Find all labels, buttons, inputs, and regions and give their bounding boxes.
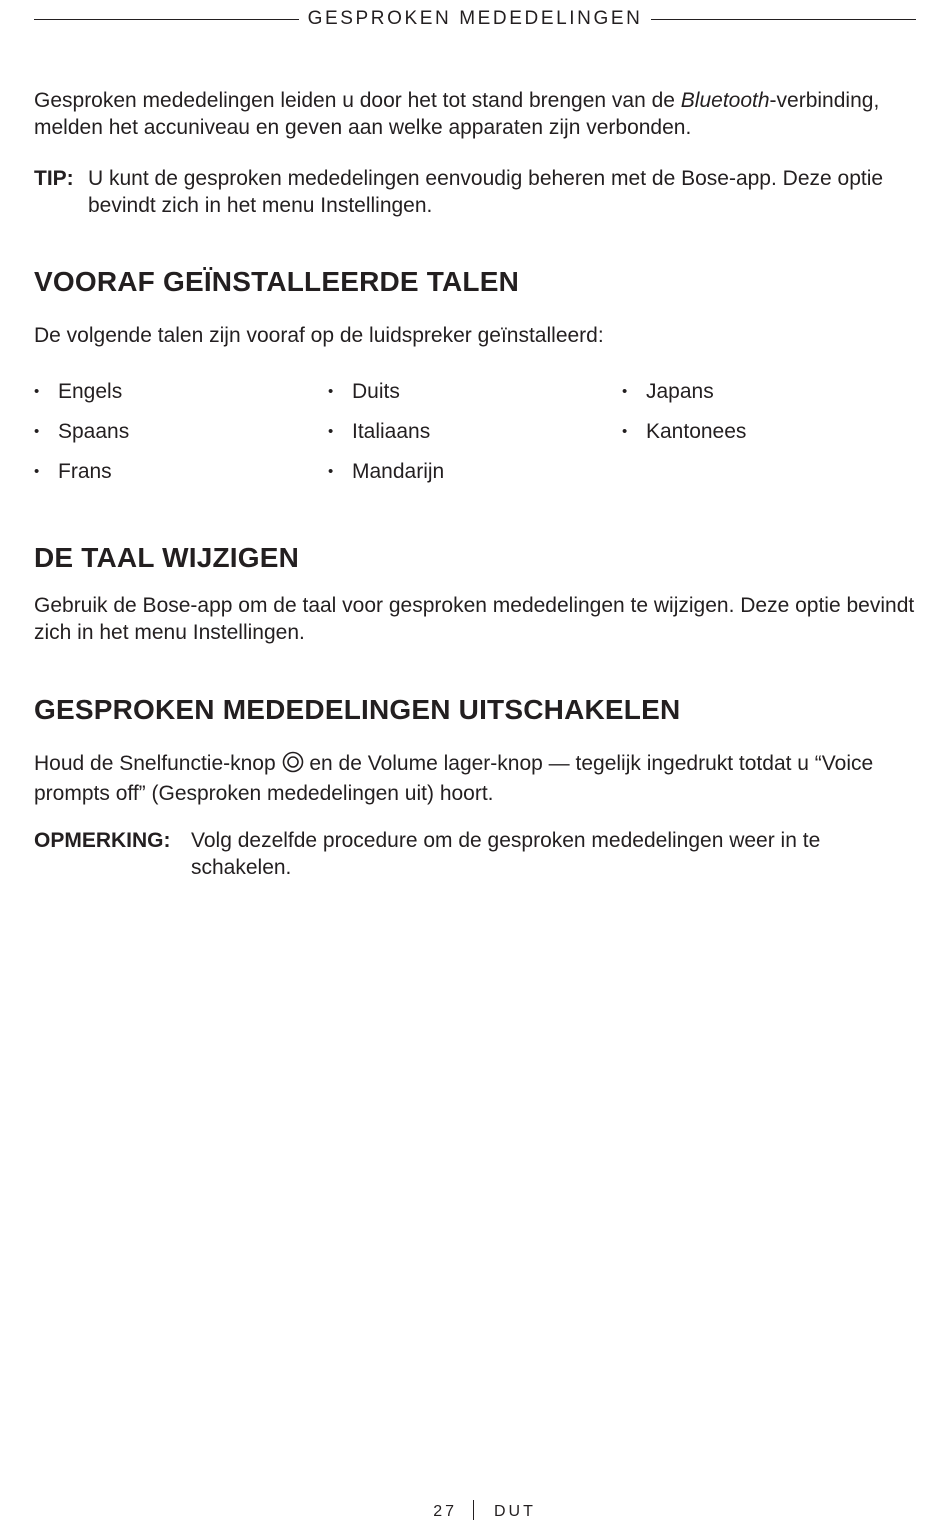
bullet: • bbox=[34, 463, 40, 480]
tip-label: TIP: bbox=[34, 167, 74, 190]
intro-text-1: Gesproken mededelingen leiden u door het tot stand brengen van de bbox=[34, 89, 681, 112]
tip-text: U kunt de gesproken mededelingen eenvoudig beheren met de Bose-app. Deze optie bevindt zich in het menu Instellingen. bbox=[88, 167, 884, 217]
bullet: • bbox=[622, 423, 628, 440]
languages-intro: De volgende talen zijn vooraf op de luidspreker geïnstalleerd: bbox=[34, 324, 604, 347]
bullet: • bbox=[34, 383, 40, 400]
footer-language-code: DUT bbox=[494, 1503, 536, 1520]
disable-prompts-text bbox=[34, 750, 916, 807]
page-number: 27 bbox=[433, 1503, 457, 1520]
bullet: • bbox=[328, 423, 334, 440]
intro-text-2: -verbinding, melden het accuniveau en geven aan welke apparaten zijn verbonden. bbox=[34, 89, 880, 139]
footer-separator bbox=[473, 1500, 474, 1520]
language-name: Engels bbox=[58, 380, 123, 403]
header-rule-right bbox=[651, 19, 916, 20]
bullet: • bbox=[34, 423, 40, 440]
language-name: Kantonees bbox=[646, 420, 747, 443]
intro-paragraph bbox=[34, 87, 916, 141]
change-language-text: Gebruik de Bose-app om de taal voor gesproken mededelingen te wijzigen. Deze optie bevindt zich in het menu Instellingen. bbox=[34, 594, 915, 644]
bullet: • bbox=[622, 383, 628, 400]
heading-disable-prompts: GESPROKEN MEDEDELINGEN UITSCHAKELEN bbox=[34, 694, 681, 725]
language-name: Spaans bbox=[58, 420, 130, 443]
language-name: Italiaans bbox=[352, 420, 431, 443]
disable-text-2: en de Volume lager-knop — tegelijk ingedrukt totdat u “Voice prompts off” (Gesproken mededelingen uit) hoort. bbox=[34, 752, 874, 805]
tip-block bbox=[34, 165, 916, 219]
language-list bbox=[34, 376, 916, 496]
header-title: GESPROKEN MEDEDELINGEN bbox=[307, 8, 643, 29]
shortcut-button-icon bbox=[282, 751, 304, 780]
intro-bluetooth: Bluetooth bbox=[680, 89, 770, 112]
header-rule-left bbox=[34, 19, 299, 20]
language-name: Mandarijn bbox=[352, 460, 445, 483]
heading-preinstalled-languages: VOORAF GEÏNSTALLEERDE TALEN bbox=[34, 266, 520, 297]
language-name: Japans bbox=[646, 380, 714, 403]
bullet: • bbox=[328, 463, 334, 480]
page-header bbox=[34, 6, 916, 32]
page-footer bbox=[34, 1497, 916, 1525]
bullet: • bbox=[328, 383, 334, 400]
note-block bbox=[34, 827, 916, 881]
disable-text-1: Houd de Snelfunctie-knop bbox=[34, 752, 282, 775]
heading-change-language: DE TAAL WIJZIGEN bbox=[34, 542, 300, 573]
note-label: OPMERKING: bbox=[34, 829, 171, 852]
note-text: Volg dezelfde procedure om de gesproken mededelingen weer in te schakelen. bbox=[191, 829, 821, 879]
language-name: Frans bbox=[58, 460, 112, 483]
page bbox=[34, 0, 916, 1525]
language-name: Duits bbox=[352, 380, 400, 403]
